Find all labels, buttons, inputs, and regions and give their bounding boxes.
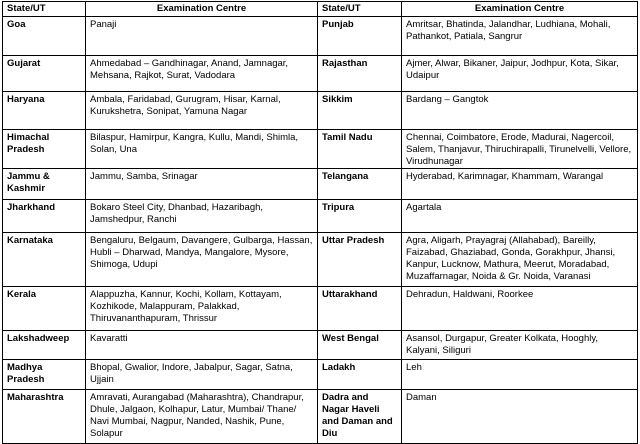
table-row — [3, 233, 638, 287]
table-row — [3, 130, 638, 169]
left-state-cell: Madhya Pradesh — [3, 360, 86, 390]
table-row — [3, 17, 638, 56]
left-state-header: State/UT — [3, 2, 86, 17]
left-state-cell: Jharkhand — [3, 200, 86, 233]
table-row — [3, 56, 638, 92]
right-centres-cell: Daman — [402, 390, 638, 444]
left-state-cell: Gujarat — [3, 56, 86, 92]
left-centres-cell: Panaji — [86, 17, 318, 56]
left-centres-cell: Ambala, Faridabad, Gurugram, Hisar, Karnal, Kurukshetra, Sonipat, Yamuna Nagar — [86, 92, 318, 130]
right-state-cell: Tripura — [318, 200, 402, 233]
right-state-cell: Punjab — [318, 17, 402, 56]
right-centres-cell: Agra, Aligarh, Prayagraj (Allahabad), Bareilly, Faizabad, Ghaziabad, Gonda, Gorakhpur, Jhansi, Kanpur, Lucknow, Mathura, Meerut, Moradabad, Muzaffarnagar, Noida & Gr. Noida, Varanasi — [402, 233, 638, 287]
right-state-cell: Sikkim — [318, 92, 402, 130]
left-centres-cell: Amravati, Aurangabad (Maharashtra), Chandrapur, Dhule, Jalgaon, Kolhapur, Latur, Mumbai/ Thane/ Navi Mumbai, Nagpur, Nanded, Nashik, Pune, Solapur — [86, 390, 318, 444]
right-state-header: State/UT — [318, 2, 402, 17]
left-state-cell: Goa — [3, 17, 86, 56]
left-centres-cell: Bhopal, Gwalior, Indore, Jabalpur, Sagar, Satna, Ujjain — [86, 360, 318, 390]
left-centre-header: Examination Centre — [86, 2, 318, 17]
left-state-cell: Karnataka — [3, 233, 86, 287]
table-row — [3, 92, 638, 130]
table-row — [3, 390, 638, 444]
right-centres-cell: Chennai, Coimbatore, Erode, Madurai, Nagercoil, Salem, Thanjavur, Thiruchirapalli, Tirunelvelli, Vellore, Virudhunagar — [402, 130, 638, 169]
left-centres-cell: Bengaluru, Belgaum, Davangere, Gulbarga, Hassan, Hubli – Dharwad, Mandya, Mangalore, Mysore, Shimoga, Udupi — [86, 233, 318, 287]
right-centres-cell: Asansol, Durgapur, Greater Kolkata, Hooghly, Kalyani, Siliguri — [402, 331, 638, 360]
right-centres-cell: Bardang – Gangtok — [402, 92, 638, 130]
right-state-cell: Uttarakhand — [318, 287, 402, 331]
right-centres-cell: Agartala — [402, 200, 638, 233]
right-centres-cell: Leh — [402, 360, 638, 390]
left-centres-cell: Bokaro Steel City, Dhanbad, Hazaribagh, Jamshedpur, Ranchi — [86, 200, 318, 233]
table-row — [3, 287, 638, 331]
right-state-cell: Dadra and Nagar Haveli and Daman and Diu — [318, 390, 402, 444]
left-centres-cell: Ahmedabad – Gandhinagar, Anand, Jamnagar, Mehsana, Rajkot, Surat, Vadodara — [86, 56, 318, 92]
right-centres-cell: Dehradun, Haldwani, Roorkee — [402, 287, 638, 331]
left-state-cell: Himachal Pradesh — [3, 130, 86, 169]
left-state-cell: Haryana — [3, 92, 86, 130]
left-centres-cell: Alappuzha, Kannur, Kochi, Kollam, Kottayam, Kozhikode, Malappuram, Palakkad, Thiruvananthapuram, Thrissur — [86, 287, 318, 331]
left-centres-cell: Kavaratti — [86, 331, 318, 360]
right-state-cell: Uttar Pradesh — [318, 233, 402, 287]
left-state-cell: Kerala — [3, 287, 86, 331]
right-centres-cell: Amritsar, Bhatinda, Jalandhar, Ludhiana, Mohali, Pathankot, Patiala, Sangrur — [402, 17, 638, 56]
left-centres-cell: Jammu, Samba, Srinagar — [86, 169, 318, 200]
left-centres-cell: Bilaspur, Hamirpur, Kangra, Kullu, Mandi, Shimla, Solan, Una — [86, 130, 318, 169]
right-state-cell: West Bengal — [318, 331, 402, 360]
right-centres-cell: Ajmer, Alwar, Bikaner, Jaipur, Jodhpur, Kota, Sikar, Udaipur — [402, 56, 638, 92]
left-state-cell: Lakshadweep — [3, 331, 86, 360]
table-row — [3, 200, 638, 233]
right-state-cell: Rajasthan — [318, 56, 402, 92]
table-row — [3, 169, 638, 200]
right-state-cell: Tamil Nadu — [318, 130, 402, 169]
right-state-cell: Telangana — [318, 169, 402, 200]
table-row — [3, 360, 638, 390]
left-state-cell: Maharashtra — [3, 390, 86, 444]
left-state-cell: Jammu & Kashmir — [3, 169, 86, 200]
right-centres-cell: Hyderabad, Karimnagar, Khammam, Warangal — [402, 169, 638, 200]
table-row — [3, 331, 638, 360]
header-row — [3, 2, 638, 17]
right-centre-header: Examination Centre — [402, 2, 638, 17]
right-state-cell: Ladakh — [318, 360, 402, 390]
exam-centre-table — [2, 1, 638, 444]
